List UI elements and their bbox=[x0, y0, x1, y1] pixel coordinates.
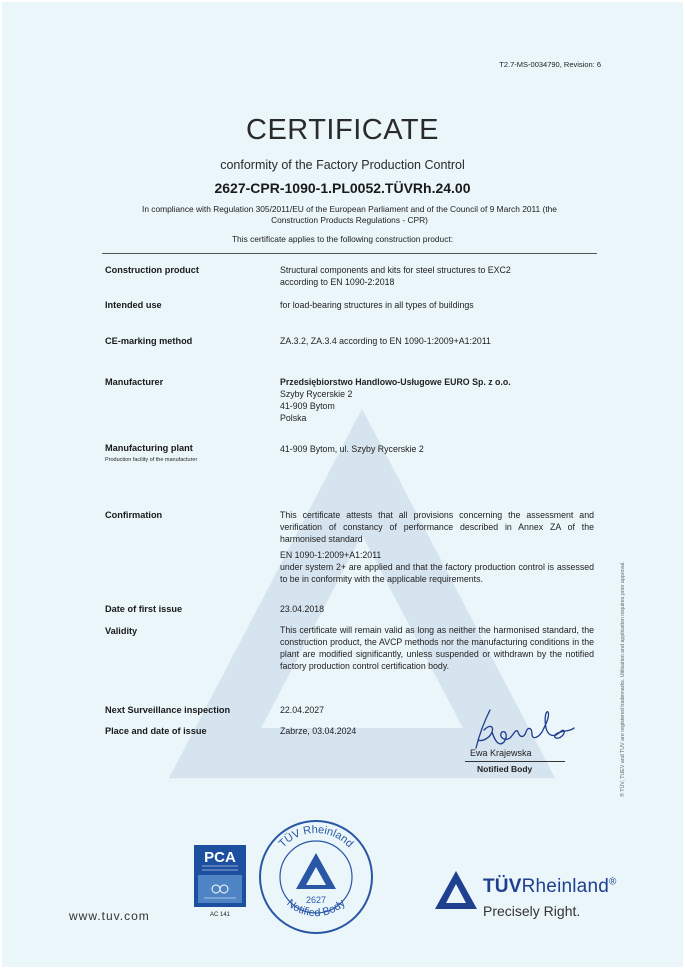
construction-product-line-1: Structural components and kits for steel structures to EXC2 bbox=[280, 265, 511, 275]
svg-text:PCA: PCA bbox=[204, 849, 236, 866]
confirmation-standard: EN 1090-1:2009+A1:2011 bbox=[280, 550, 382, 560]
pca-accreditation-logo bbox=[194, 845, 246, 907]
compliance-line-1: In compliance with Regulation 305/2011/EU of the European Parliament and of the Council of 9 March 2011 (the bbox=[142, 204, 557, 214]
tuv-rheinland-seal bbox=[256, 817, 376, 937]
certificate-title: CERTIFICATE bbox=[246, 114, 439, 146]
first-issue-label: Date of first issue bbox=[105, 604, 183, 614]
next-surveillance-value: 22.04.2027 bbox=[280, 705, 325, 715]
manufacturer-name: Przedsiębiorstwo Handlowo-Usługowe EURO Sp. z o.o. bbox=[280, 377, 511, 387]
construction-product-line-2: according to EN 1090-2:2018 bbox=[280, 277, 395, 287]
intended-use-label: Intended use bbox=[105, 300, 162, 310]
manufacturing-plant-value: 41-909 Bytom, ul. Szyby Rycerskie 2 bbox=[280, 444, 424, 454]
svg-text:Notified Body: Notified Body bbox=[284, 897, 348, 920]
signatory-name: Ewa Krajewska bbox=[470, 748, 532, 758]
manufacturer-label: Manufacturer bbox=[105, 377, 164, 387]
brand-tagline: Precisely Right. bbox=[483, 903, 581, 919]
applies-statement: This certificate applies to the following construction product: bbox=[231, 234, 454, 244]
ce-marking-label: CE-marking method bbox=[105, 336, 193, 346]
confirmation-label: Confirmation bbox=[105, 510, 163, 520]
pca-code: AC 141 bbox=[209, 912, 230, 918]
validity-value: This certificate will remain valid as long as neither the harmonised standard, the construction product, the AVCP methods nor the manufacturing conditions in the plant are modified significantly, unless suspended or withdrawn by the notified factory production control certification body. bbox=[280, 625, 594, 671]
svg-text:TÜV Rheinland: TÜV Rheinland bbox=[276, 823, 356, 851]
next-surveillance-label: Next Surveillance inspection bbox=[105, 705, 231, 715]
construction-product-label: Construction product bbox=[105, 265, 199, 275]
brand-name: TÜVRheinland® bbox=[483, 876, 617, 897]
compliance-line-2: Construction Products Regulations - CPR) bbox=[271, 215, 428, 225]
first-issue-value: 23.04.2018 bbox=[280, 604, 325, 614]
manufacturer-country: Polska bbox=[280, 413, 307, 423]
manufacturer-street: Szyby Rycerskie 2 bbox=[280, 389, 353, 399]
signatory-title: Notified Body bbox=[477, 764, 533, 774]
confirmation-value bbox=[280, 509, 594, 585]
confirmation-text-2: under system 2+ are applied and that the factory production control is assessed to be in conformity with the applicable requirements. bbox=[280, 562, 594, 584]
tuv-triangle-logo bbox=[434, 870, 478, 910]
place-date-value: Zabrze, 03.04.2024 bbox=[280, 726, 357, 736]
ce-marking-value: ZA.3.2, ZA.3.4 according to EN 1090-1:2009+A1:2011 bbox=[280, 336, 491, 346]
svg-text:2627: 2627 bbox=[305, 895, 327, 905]
compliance-statement bbox=[102, 204, 597, 226]
manufacturer-city: 41-909 Bytom bbox=[280, 401, 335, 411]
certificate-subtitle: conformity of the Factory Production Control bbox=[220, 158, 465, 172]
construction-product-value bbox=[280, 264, 594, 288]
validity-label: Validity bbox=[105, 626, 138, 636]
confirmation-text-1: This certificate attests that all provisions concerning the assessment and verification of constancy of performance described in Annex ZA of the harmonised standard bbox=[280, 510, 594, 544]
website-link[interactable]: www.tuv.com bbox=[69, 909, 150, 923]
certificate-page bbox=[2, 2, 683, 967]
header-divider bbox=[102, 253, 597, 254]
manufacturing-plant-sublabel: Production facility of the manufacturer bbox=[105, 457, 198, 463]
place-date-label: Place and date of issue bbox=[105, 726, 207, 736]
trademark-note: ® TÜV, TUEV and TUV are registered trademarks. Utilisation and application requires prior approval. bbox=[620, 561, 626, 797]
signature-line bbox=[465, 761, 565, 762]
intended-use-value: for load-bearing structures in all types of buildings bbox=[280, 300, 474, 310]
manufacturer-value bbox=[280, 376, 594, 424]
certificate-number: 2627-CPR-1090-1.PL0052.TÜVRh.24.00 bbox=[214, 180, 471, 196]
reference-number: T2.7-MS-0034790, Revision: 6 bbox=[499, 60, 601, 69]
manufacturing-plant-label: Manufacturing plant bbox=[105, 443, 193, 453]
